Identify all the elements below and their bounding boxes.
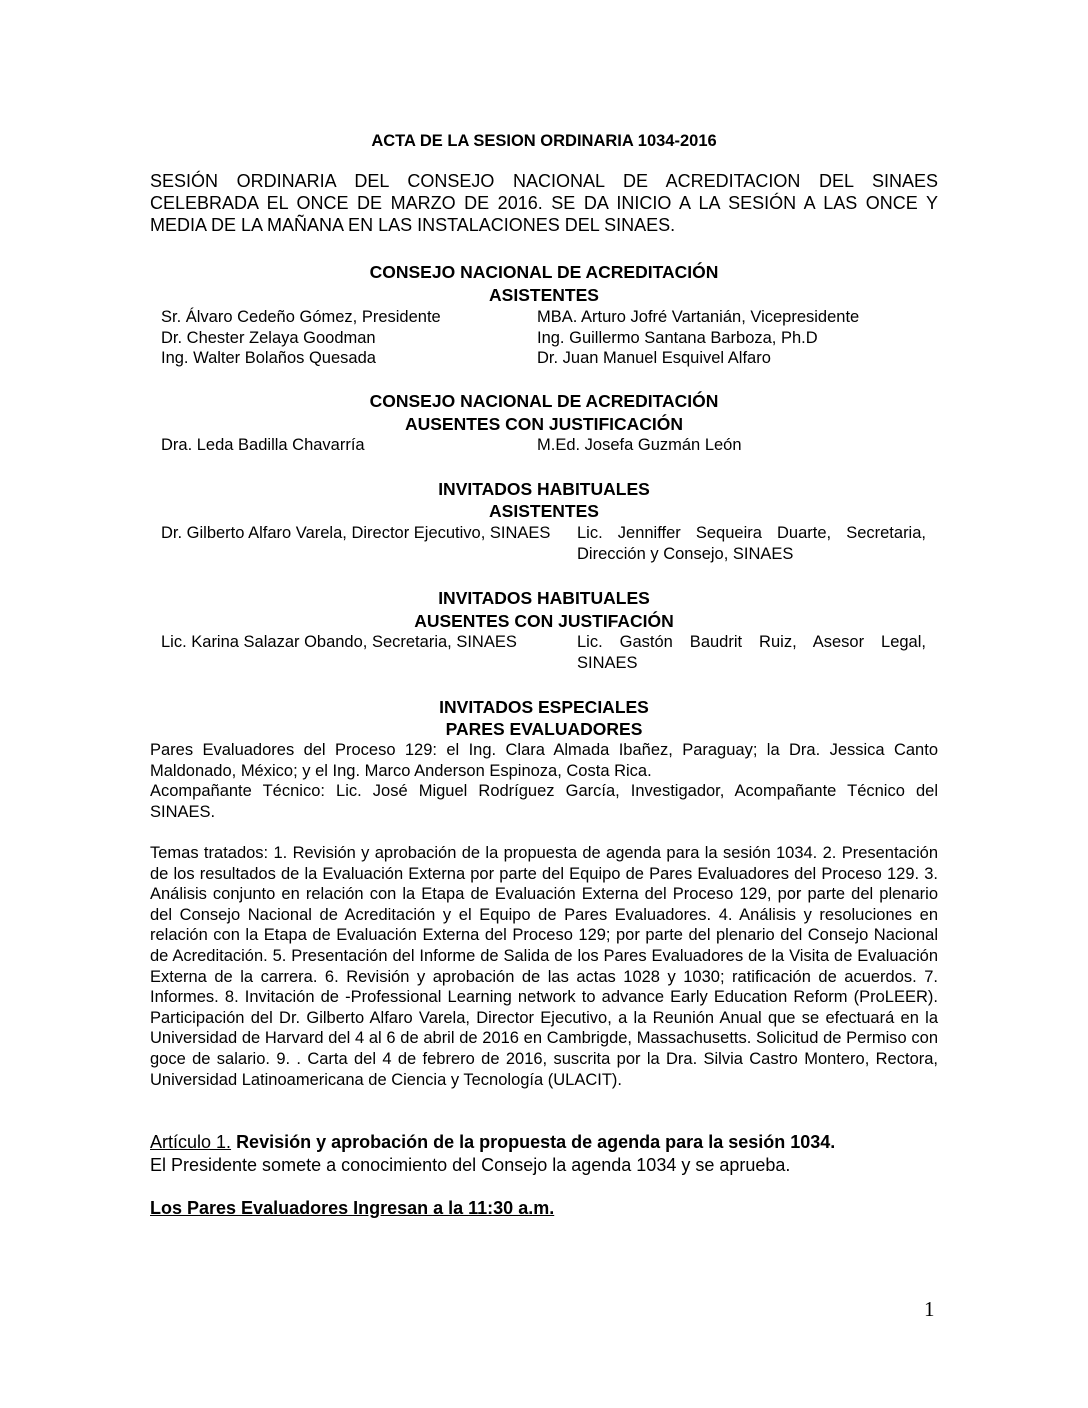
attendee-name: Dr. Juan Manuel Esquivel Alfaro: [537, 349, 771, 367]
attendee-name: MBA. Arturo Jofré Vartanián, Vicepresidente: [537, 308, 860, 326]
subheading-ausentes: AUSENTES CON JUSTIFICACIÓN: [404, 414, 684, 434]
articulo-title: Revisión y aprobación de la propuesta de agenda para la sesión 1034.: [236, 1132, 836, 1152]
subheading-ausentes: AUSENTES CON JUSTIFACIÓN: [414, 611, 674, 631]
consejo-asistentes-left: [161, 307, 441, 369]
invitado-asistente-right: Lic. Jenniffer Sequeira Duarte, Secretaria, Dirección y Consejo, SINAES: [577, 524, 926, 563]
subheading-pares-evaluadores: PARES EVALUADORES: [445, 719, 643, 739]
heading-invitados-especiales: INVITADOS ESPECIALES: [439, 697, 649, 717]
session-intro: SESIÓN ORDINARIA DEL CONSEJO NACIONAL DE ACREDITACION DEL SINAES CELEBRADA EL ONCE DE MARZO DE 2016. SE DA INICIO A LA SESIÓN A LAS ONCE Y MEDIA DE LA MAÑANA EN LAS INSTALACIONES DEL SINAES.: [150, 171, 938, 235]
pares-evaluadores-list: Pares Evaluadores del Proceso 129: el Ing. Clara Almada Ibañez, Paraguay; la Dra. Jessica Canto Maldonado, México; y el Ing. Marco Anderson Espinoza, Costa Rica.: [150, 741, 938, 780]
heading-invitados-ausentes: INVITADOS HABITUALES: [438, 588, 650, 608]
attendee-name: Dr. Chester Zelaya Goodman: [161, 328, 376, 347]
page-number: 1: [924, 1297, 935, 1321]
pares-ingreso: Los Pares Evaluadores Ingresan a la 11:30 a.m.: [150, 1198, 555, 1218]
subheading-asistentes: ASISTENTES: [489, 501, 599, 521]
document-title: ACTA DE LA SESION ORDINARIA 1034-2016: [371, 132, 717, 150]
invitado-ausente-left: Lic. Karina Salazar Obando, Secretaria, SINAES: [161, 633, 517, 651]
heading-consejo-asistentes: CONSEJO NACIONAL DE ACREDITACIÓN: [369, 262, 719, 282]
attendee-name: Ing. Guillermo Santana Barboza, Ph.D: [537, 328, 818, 347]
consejo-ausentes-right: [537, 435, 742, 456]
articulo-1-body: El Presidente somete a conocimiento del Consejo la agenda 1034 y se aprueba.: [150, 1155, 791, 1175]
articulo-label: Artículo 1.: [150, 1132, 232, 1152]
consejo-ausentes-left: [161, 435, 365, 456]
articulo-1-heading: [150, 1131, 938, 1153]
heading-consejo-ausentes: CONSEJO NACIONAL DE ACREDITACIÓN: [369, 391, 719, 411]
heading-invitados-asistentes: INVITADOS HABITUALES: [438, 479, 650, 499]
subheading-asistentes: ASISTENTES: [489, 285, 599, 305]
consejo-asistentes-right: [537, 307, 859, 369]
acompanante-tecnico: Acompañante Técnico: Lic. José Miguel Rodríguez García, Investigador, Acompañante Técnico del SINAES.: [150, 782, 938, 821]
attendee-name: Sr. Álvaro Cedeño Gómez, Presidente: [161, 308, 441, 326]
absent-name: M.Ed. Josefa Guzmán León: [537, 436, 742, 454]
invitado-ausente-right: Lic. Gastón Baudrit Ruiz, Asesor Legal, SINAES: [577, 633, 926, 672]
temas-tratados: Temas tratados: 1. Revisión y aprobación de la propuesta de agenda para la sesión 1034. 2. Presentación de los resultados de la Evaluación Externa por parte del Equipo de Pares Evaluadores del Proceso 129. 3. Análisis conjunto en relación con la Etapa de Evaluación Externa del Proceso 129, por parte del plenario del Consejo Nacional de Acreditación y el Equipo de Pares Evaluadores. 4. Análisis y resoluciones en relación con la Etapa de Evaluación Externa del Proceso 129; por parte del plenario del Consejo Nacional de Acreditación. 5. Presentación del Informe de Salida de los Pares Evaluadores de la Visita de Evaluación Externa de la carrera. 6. Revisión y aprobación de las actas 1028 y 1030; ratificación de acuerdos. 7. Informes. 8. Invitación de -Professional Learning network to advance Early Education Reform (ProLEER). Participación del Dr. Gilberto Alfaro Varela, Director Ejecutivo, a la Reunión Anual que se efectuará en la Universidad de Harvard del 4 al 6 de abril de 2016 en Cambrigde, Massachusetts. Solicitud de Permiso con goce de salario. 9. . Carta del 4 de febrero de 2016, suscrita por la Dra. Silvia Castro Montero, Rectora, Universidad Latinoamericana de Ciencia y Tecnología (ULACIT).: [150, 844, 938, 1089]
invitado-asistente-left: Dr. Gilberto Alfaro Varela, Director Ejecutivo, SINAES: [161, 524, 551, 542]
attendee-name: Ing. Walter Bolaños Quesada: [161, 349, 376, 367]
absent-name: Dra. Leda Badilla Chavarría: [161, 436, 365, 454]
